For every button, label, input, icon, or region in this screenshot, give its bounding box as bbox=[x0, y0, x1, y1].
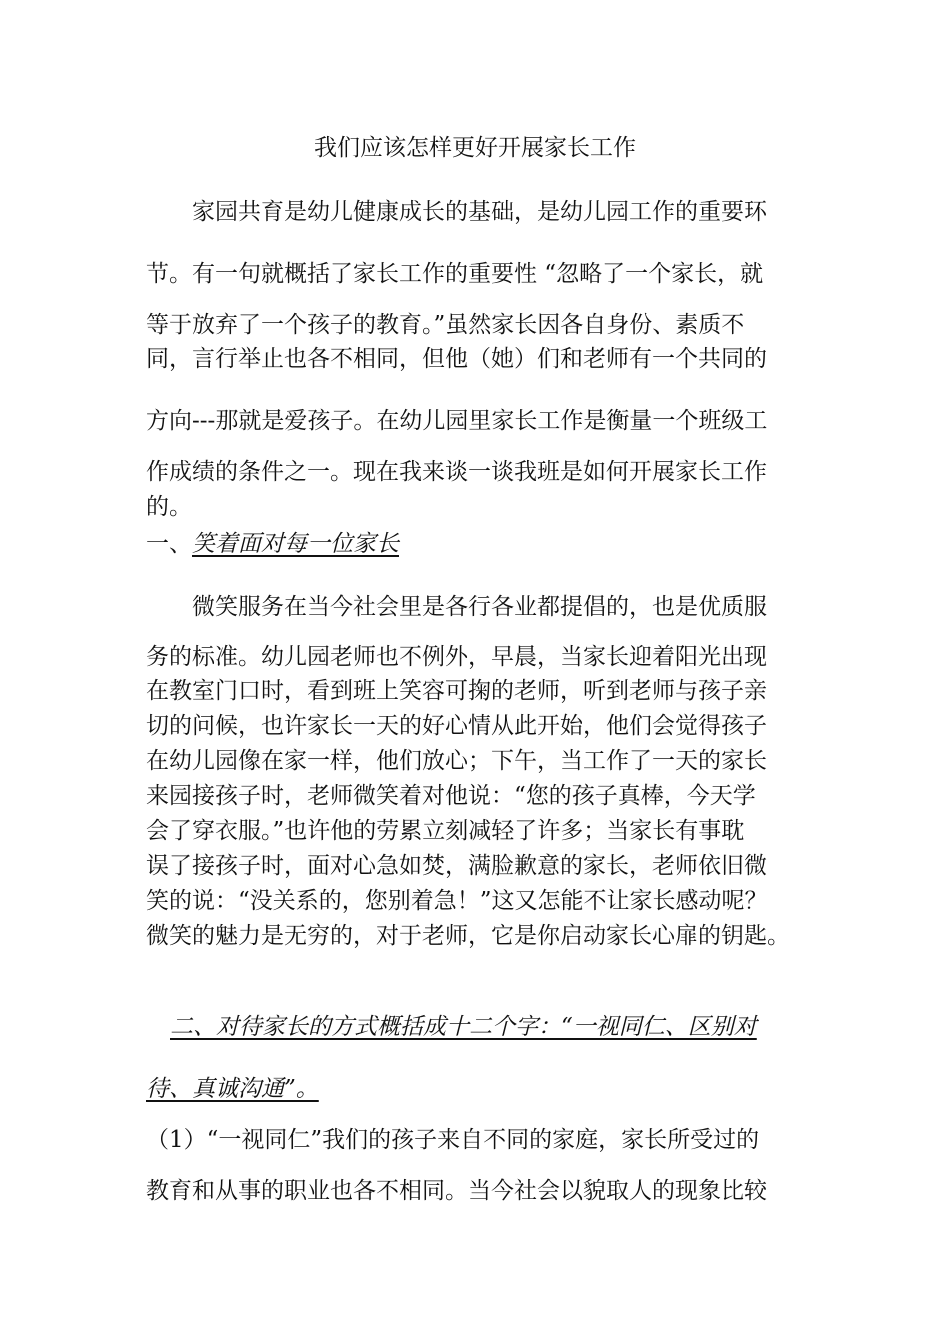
section-1-line: 务的标准。幼儿园老师也不例外，早晨，当家长迎着阳光出现 bbox=[146, 644, 767, 670]
section-1-line: 笑的说：“没关系的，您别着急！”这又怎能不让家长感动呢？ bbox=[146, 888, 768, 914]
section-1-line: 微笑的魅力是无穷的，对于老师，它是你启动家长心扉的钥匙。 bbox=[146, 923, 790, 949]
intro-line: 节。有一句就概括了家长工作的重要性 “忽略了一个家长，就 bbox=[146, 261, 764, 287]
section-1-line: 切的问候，也许家长一天的好心情从此开始，他们会觉得孩子 bbox=[146, 713, 767, 739]
section-1-line: 会了穿衣服。”也许他的劳累立刻减轻了许多；当家长有事耽 bbox=[146, 818, 745, 844]
section-1-line: 微笑服务在当今社会里是各行各业都提倡的，也是优质服 bbox=[192, 594, 767, 620]
section-2-line: 教育和从事的职业也各不相同。当今社会以貌取人的现象比较 bbox=[146, 1178, 767, 1204]
section-1-line: 误了接孩子时，面对心急如焚，满脸歉意的家长，老师依旧微 bbox=[146, 853, 767, 879]
section-1-line: 来园接孩子时，老师微笑着对他说：“您的孩子真棒，今天学 bbox=[146, 783, 756, 809]
intro-line: 作成绩的条件之一。现在我来谈一谈我班是如何开展家长工作 bbox=[146, 459, 767, 485]
section-1-heading bbox=[146, 528, 826, 560]
section-2-line: （1）“一视同仁”我们的孩子来自不同的家庭，家长所受过的 bbox=[146, 1127, 760, 1153]
section-1-number: 一、 bbox=[146, 531, 192, 557]
section-1-line: 在幼儿园像在家一样，他们放心；下午，当工作了一天的家长 bbox=[146, 748, 767, 774]
intro-line: 家园共育是幼儿健康成长的基础，是幼儿园工作的重要环 bbox=[192, 199, 767, 225]
section-1-title: 笑着面对每一位家长 bbox=[192, 531, 399, 557]
section-1-line: 在教室门口时，看到班上笑容可掬的老师，听到老师与孩子亲 bbox=[146, 678, 767, 704]
section-2-heading: 二、对待家长的方式概括成十二个字：“一视同仁、区别对 bbox=[170, 1014, 757, 1040]
intro-line: 等于放弃了一个孩子的教育。”虽然家长因各自身份、素质不 bbox=[146, 312, 745, 338]
document-title: 我们应该怎样更好开展家长工作 bbox=[314, 135, 636, 161]
intro-line: 同，言行举止也各不相同，但他（她）们和老师有一个共同的 bbox=[146, 346, 767, 372]
intro-line: 方向---那就是爱孩子。在幼儿园里家长工作是衡量一个班级工 bbox=[146, 408, 768, 434]
intro-line: 的。 bbox=[146, 494, 192, 520]
section-2-heading: 待、真诚沟通”。 bbox=[146, 1076, 319, 1102]
